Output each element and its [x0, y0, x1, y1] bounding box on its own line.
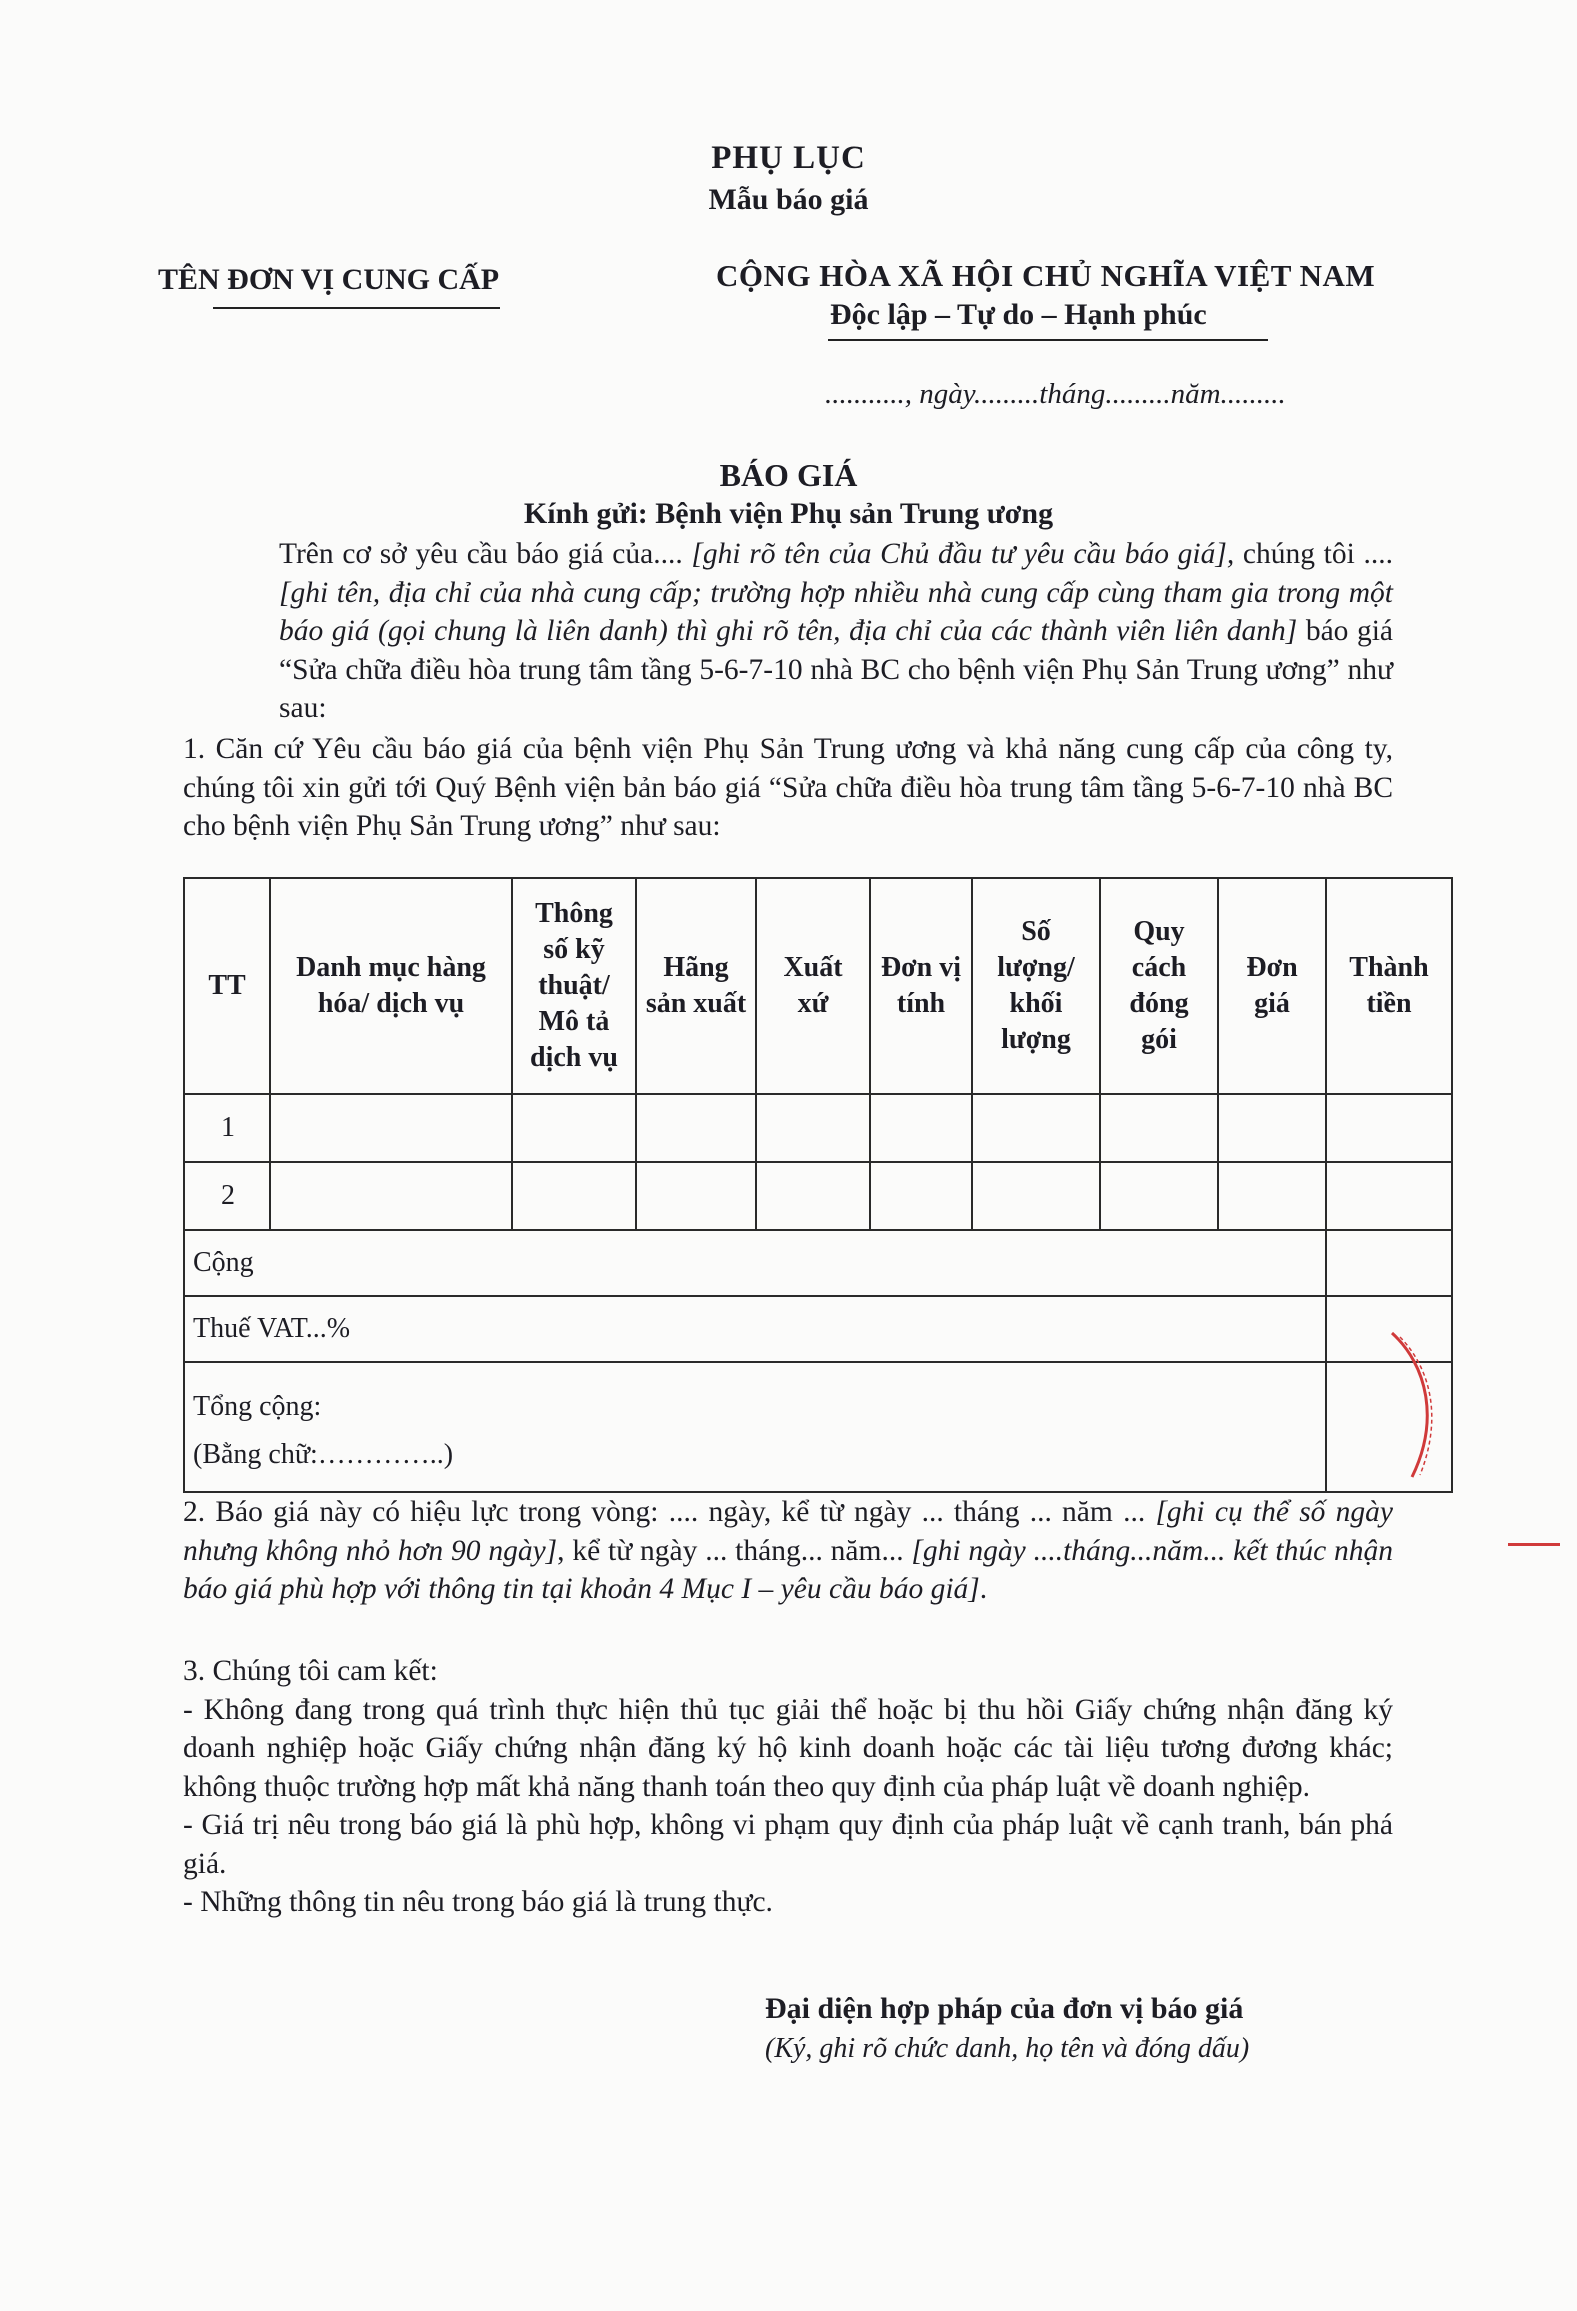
intro-text-4: [ghi tên, địa chỉ của nhà cung cấp; trường hợp nhiều nhà cung cấp cùng tham gia trong một báo giá (gọi chung là liên danh) thì ghi rõ tên, địa chỉ của các thành viên liên danh] [279, 576, 1393, 647]
col-header-tt: TT [184, 878, 270, 1094]
subtotal-value [1326, 1230, 1452, 1296]
red-stamp-fragment [1382, 1325, 1452, 1485]
quote-recipient: Kính gửi: Bệnh viện Phụ sản Trung ương [523, 497, 1054, 530]
grand-total-label: Tổng cộng: [193, 1391, 322, 1422]
subtotal-row [184, 1230, 1452, 1296]
table-cell [1218, 1094, 1326, 1162]
table-cell [1218, 1162, 1326, 1230]
red-ink-mark [1508, 1543, 1560, 1546]
col-header-packaging: Quy cách đóng gói [1100, 878, 1218, 1094]
table-cell [636, 1094, 756, 1162]
intro-paragraph [183, 535, 1393, 728]
row-number: 2 [184, 1162, 270, 1230]
subtotal-label: Cộng [184, 1230, 1326, 1296]
quote-table [183, 877, 1453, 1493]
intro-text-1: Trên cơ sở yêu cầu báo giá của.... [279, 538, 692, 570]
col-header-item: Danh mục hàng hóa/ dịch vụ [270, 878, 512, 1094]
col-header-unit: Đơn vị tính [870, 878, 972, 1094]
row-number: 1 [184, 1094, 270, 1162]
table-cell [512, 1162, 636, 1230]
grand-total-label-cell [184, 1362, 1326, 1492]
intro-text-3: chúng tôi .... [1234, 538, 1393, 570]
table-row [184, 1094, 1452, 1162]
intro-text [183, 535, 1393, 728]
table-cell [1100, 1162, 1218, 1230]
table-cell [972, 1094, 1100, 1162]
quote-title: BÁO GIÁ [719, 457, 858, 493]
vat-row [184, 1296, 1452, 1362]
table-cell [270, 1094, 512, 1162]
commitment-item: - Những thông tin nêu trong báo giá là trung thực. [183, 1886, 773, 1918]
supplier-underline [213, 307, 500, 309]
signature-note: (Ký, ghi rõ chức danh, họ tên và đóng dấu) [765, 2033, 1250, 2064]
appendix-subtitle: Mẫu báo giá [708, 183, 869, 216]
item-2-text-1: 2. Báo giá này có hiệu lực trong vòng: .... ngày, kể từ ngày ... tháng ... năm ... [183, 1496, 1156, 1528]
table-cell [756, 1162, 870, 1230]
amount-in-words: (Bằng chữ:…………..) [193, 1439, 454, 1470]
table-cell [270, 1162, 512, 1230]
col-header-quantity: Số lượng/ khối lượng [972, 878, 1100, 1094]
table-row [184, 1162, 1452, 1230]
table-cell [1326, 1094, 1452, 1162]
item-2-paragraph [183, 1493, 1393, 1609]
date-line: ..........., ngày.........tháng.........năm......... [825, 378, 1286, 410]
table-cell [870, 1094, 972, 1162]
table-cell [756, 1094, 870, 1162]
table-cell [972, 1162, 1100, 1230]
item-2-text-3: , kể từ ngày ... tháng... năm... [557, 1534, 912, 1567]
table-header-row [184, 878, 1452, 1094]
item-3-section [183, 1652, 1393, 1922]
table-cell [870, 1162, 972, 1230]
vat-label: Thuế VAT...% [184, 1296, 1326, 1362]
item-3-heading: 3. Chúng tôi cam kết: [183, 1655, 438, 1687]
col-header-specs: Thông số kỹ thuật/ Mô tả dịch vụ [512, 878, 636, 1094]
appendix-title: PHỤ LỤC [711, 140, 866, 176]
col-header-manufacturer: Hãng sản xuất [636, 878, 756, 1094]
col-header-amount: Thành tiền [1326, 878, 1452, 1094]
commitment-item: - Giá trị nêu trong báo giá là phù hợp, không vi phạm quy định của pháp luật về cạnh tranh, bán phá giá. [183, 1809, 1393, 1880]
col-header-origin: Xuất xứ [756, 878, 870, 1094]
motto-underline [828, 339, 1268, 341]
intro-text-5: báo giá “Sửa chữa điều hòa trung tâm tầng 5-6-7-10 nhà BC cho bệnh viện Phụ Sản Trung ương” như sau: [279, 615, 1393, 724]
grand-total-row [184, 1362, 1452, 1492]
national-motto: Độc lập – Tự do – Hạnh phúc [830, 298, 1207, 331]
item-2-text-5: . [979, 1573, 988, 1605]
signature-title: Đại diện hợp pháp của đơn vị báo giá [765, 1992, 1244, 2025]
intro-text-2: [ghi rõ tên của Chủ đầu tư yêu cầu báo giá], [691, 538, 1235, 570]
item-1-paragraph: 1. Căn cứ Yêu cầu báo giá của bệnh viện Phụ Sản Trung ương và khả năng cung cấp của công ty, chúng tôi xin gửi tới Quý Bệnh viện bản báo giá “Sửa chữa điều hòa trung tâm tầng 5-6-7-10 nhà BC cho bệnh viện Phụ Sản Trung ương” như sau: [183, 733, 1393, 842]
table-cell [1100, 1094, 1218, 1162]
item-2-text-2: [ghi cụ thể số ngày nhưng không nhỏ hơn 90 ngày] [183, 1496, 1393, 1567]
commitment-item: - Không đang trong quá trình thực hiện thủ tục giải thể hoặc bị thu hồi Giấy chứng nhận đăng ký doanh nghiệp hoặc Giấy chứng nhận đăng ký hộ kinh doanh hoặc các tài liệu tương đương khác; không thuộc trường hợp mất khả năng thanh toán theo quy định của pháp luật về doanh nghiệp. [183, 1693, 1393, 1803]
table-cell [1326, 1162, 1452, 1230]
item-2-text-4: [ghi ngày ....tháng...năm... kết thúc nhận báo giá phù hợp với thông tin tại khoản 4 Mục I – yêu cầu báo giá] [183, 1534, 1393, 1605]
table-cell [512, 1094, 636, 1162]
national-title: CỘNG HÒA XÃ HỘI CHỦ NGHĨA VIỆT NAM [716, 258, 1376, 293]
supplier-name-label: TÊN ĐƠN VỊ CUNG CẤP [158, 263, 500, 296]
table-cell [636, 1162, 756, 1230]
col-header-unit-price: Đơn giá [1218, 878, 1326, 1094]
